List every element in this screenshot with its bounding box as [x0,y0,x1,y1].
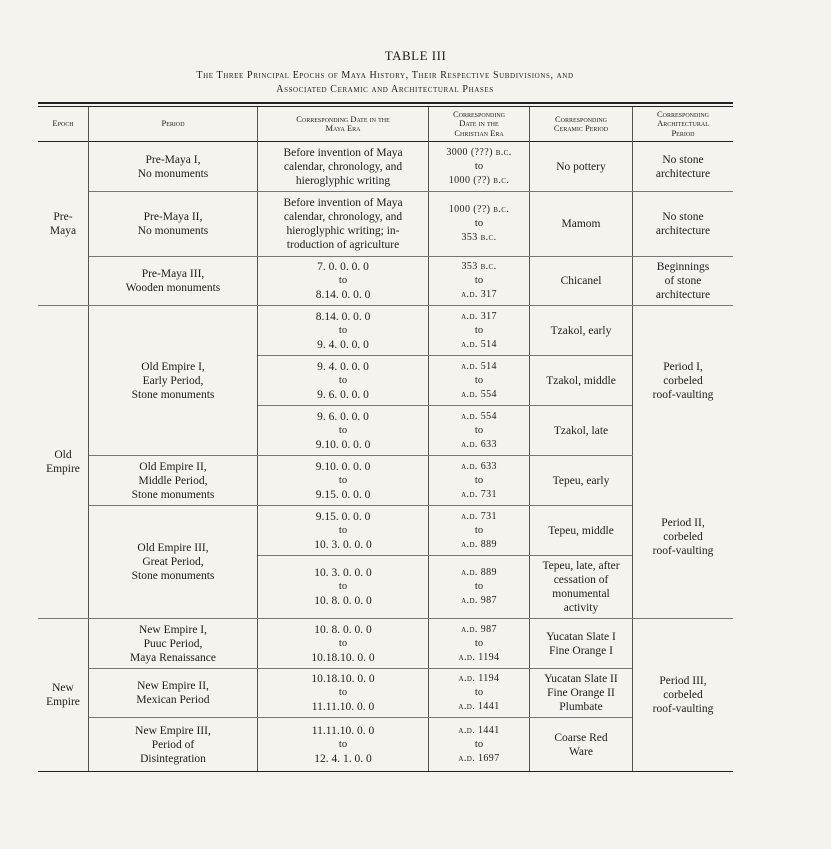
to-word: to [338,324,348,336]
christian-date-to: a.d. 987 [461,595,497,606]
maya-date-from: 7. 0. 0. 0. 0 [317,261,369,273]
to-word: to [474,424,484,436]
christian-date [429,669,529,717]
ceramic-period: Chicanel [560,275,602,287]
header-maya-date: Corresponding Date in the Maya Era [296,113,390,133]
christian-date [429,556,529,618]
christian-date-from: a.d. 554 [461,410,497,422]
maya-date [258,456,428,505]
to-word: to [338,581,348,592]
ceramic-period: No pottery [556,160,606,173]
ceramic-period: Yucatan Slate I Fine Orange I [546,630,616,657]
maya-date [258,556,428,618]
to-word: to [474,324,484,336]
ceramic-period: Tepeu, late, after cessation of monumental activity [542,560,620,614]
christian-date-to: 353 b.c. [461,232,497,243]
period-new-empire-2: New Empire II, Mexican Period [136,680,210,706]
to-word: to [338,275,348,286]
christian-date-to: a.d. 1194 [458,651,500,663]
epoch-new-empire: New Empire [46,682,80,708]
ceramic-period: Tzakol, early [550,324,612,337]
christian-date [429,142,529,191]
maya-date-to: 8.14. 0. 0. 0 [315,289,371,301]
to-word: to [474,275,484,286]
maya-date-to: 9.15. 0. 0. 0 [315,488,371,501]
to-word: to [338,374,348,386]
to-word: to [474,524,484,536]
maya-date-from: 9. 4. 0. 0. 0 [317,360,369,373]
maya-date-from: 10. 8. 0. 0. 0 [314,623,372,636]
christian-date [429,306,529,355]
christian-date-to: a.d. 317 [461,289,497,300]
christian-date [429,406,529,455]
maya-date-from: 8.14. 0. 0. 0 [315,310,371,323]
christian-date [429,619,529,668]
maya-date-text: Before invention of Maya calendar, chronology, and hieroglyphic writing [283,146,403,187]
header-christian-date: Corresponding Date in the Christian Era [452,108,505,138]
to-word: to [338,687,348,698]
maya-date-from: 10. 3. 0. 0. 0 [314,567,372,579]
to-word: to [338,738,348,750]
christian-date-to: a.d. 554 [461,388,497,400]
maya-date-to: 9. 6. 0. 0. 0 [317,388,369,401]
maya-date-to: 10. 8. 0. 0. 0 [314,595,372,607]
christian-date-to: a.d. 633 [461,438,497,450]
table-subtitle: The Three Principal Epochs of Maya History, Their Respective Subdivisions, and Associated Ceramic and Architectural Phases [196,70,574,95]
christian-date-from: 353 b.c. [461,261,497,272]
christian-date [429,192,529,256]
header-period: Period [161,118,185,129]
maya-date-to: 11.11.10. 0. 0 [311,701,375,713]
ceramic-period: Tepeu, early [552,474,610,487]
header-architecture: Corresponding Architectural Period [656,108,709,138]
bottom-rule [38,771,733,772]
maya-date-from: 9. 6. 0. 0. 0 [317,410,369,423]
maya-date [258,506,428,555]
maya-date [258,718,428,771]
to-word: to [338,524,348,536]
to-word: to [474,637,484,649]
to-word: to [338,637,348,649]
ceramic-period: Tepeu, middle [548,524,614,537]
to-word: to [474,218,484,229]
christian-date-from: a.d. 633 [461,460,497,472]
ceramic-period: Tzakol, middle [546,374,616,387]
header-ceramic: Corresponding Ceramic Period [553,113,609,133]
period-old-empire-3: Old Empire III, Great Period, Stone monuments [131,542,215,582]
christian-date-from: 3000 (???) b.c. [446,146,512,158]
christian-date-from: a.d. 514 [461,360,497,372]
architecture-period: Period I, corbeled roof-vaulting [652,360,714,401]
period-pre-maya-1: Pre-Maya I, No monuments [137,153,209,180]
maya-date-text: Before invention of Maya calendar, chronology, and hieroglyphic writing; in- troduction of agriculture [283,197,403,251]
christian-date [429,257,529,305]
architecture-period: Period II, corbeled roof-vaulting [652,517,714,557]
christian-date-to: a.d. 889 [461,538,497,550]
christian-date [429,456,529,505]
maya-date [258,257,428,305]
maya-date-from: 9.10. 0. 0. 0 [315,460,371,473]
maya-date-from: 10.18.10. 0. 0 [311,673,375,685]
maya-date-from: 9.15. 0. 0. 0 [315,510,371,523]
epoch-pre-maya: Pre- Maya [49,210,77,237]
christian-date-from: a.d. 1441 [458,724,500,736]
period-pre-maya-2: Pre-Maya II, No monuments [137,211,209,237]
ceramic-period: Yucatan Slate II Fine Orange II Plumbate [544,673,618,713]
architecture-period: No stone architecture [655,153,711,180]
christian-date-from: a.d. 889 [461,567,497,578]
period-old-empire-2: Old Empire II, Middle Period, Stone monuments [131,460,215,501]
christian-date-to: a.d. 731 [461,488,497,500]
christian-date [429,718,529,771]
table-title: TABLE III [384,48,447,63]
christian-date-from: a.d. 731 [461,510,497,522]
christian-date-to: a.d. 1441 [458,701,500,712]
maya-date-from: 11.11.10. 0. 0 [311,724,375,737]
architecture-period: No stone architecture [655,211,711,237]
ceramic-period: Mamom [561,218,601,230]
christian-date-from: a.d. 317 [461,310,497,322]
maya-date-to: 10.18.10. 0. 0 [311,651,375,664]
maya-date-to: 9. 4. 0. 0. 0 [317,338,369,351]
architecture-period: Beginnings of stone architecture [655,261,711,301]
to-word: to [338,424,348,436]
christian-date-to: a.d. 1697 [458,752,500,764]
christian-date-from: 1000 (??) b.c. [448,204,510,215]
to-word: to [474,160,484,172]
header-epoch: Epoch [52,118,74,129]
ceramic-period: Coarse Red Ware [554,731,608,758]
maya-date-to: 9.10. 0. 0. 0 [315,438,371,451]
christian-date [429,356,529,405]
to-word: to [474,374,484,386]
maya-date-to: 12. 4. 1. 0. 0 [314,752,372,765]
period-pre-maya-3: Pre-Maya III, Wooden monuments [125,268,221,294]
to-word: to [474,687,484,698]
christian-date [429,506,529,555]
maya-date [258,306,428,355]
christian-date-from: a.d. 987 [461,623,497,635]
architecture-period: Period III, corbeled roof-vaulting [652,675,714,715]
period-new-empire-1: New Empire I, Puuc Period, Maya Renaissance [130,623,216,664]
to-word: to [474,738,484,750]
period-old-empire-1: Old Empire I, Early Period, Stone monuments [131,360,215,401]
period-new-empire-3: New Empire III, Period of Disintegration [135,724,211,765]
christian-date-from: a.d. 1194 [458,673,500,684]
to-word: to [474,581,484,592]
maya-date [258,669,428,717]
to-word: to [474,474,484,486]
christian-date-to: a.d. 514 [461,338,497,350]
maya-date [258,406,428,455]
ceramic-period: Tzakol, late [553,424,609,437]
epoch-old-empire: Old Empire [46,449,80,475]
maya-date-to: 10. 3. 0. 0. 0 [314,538,372,551]
maya-date [258,356,428,405]
christian-date-to: 1000 (??) b.c. [448,174,510,186]
top-rule [38,102,733,104]
maya-date [258,619,428,668]
to-word: to [338,474,348,486]
